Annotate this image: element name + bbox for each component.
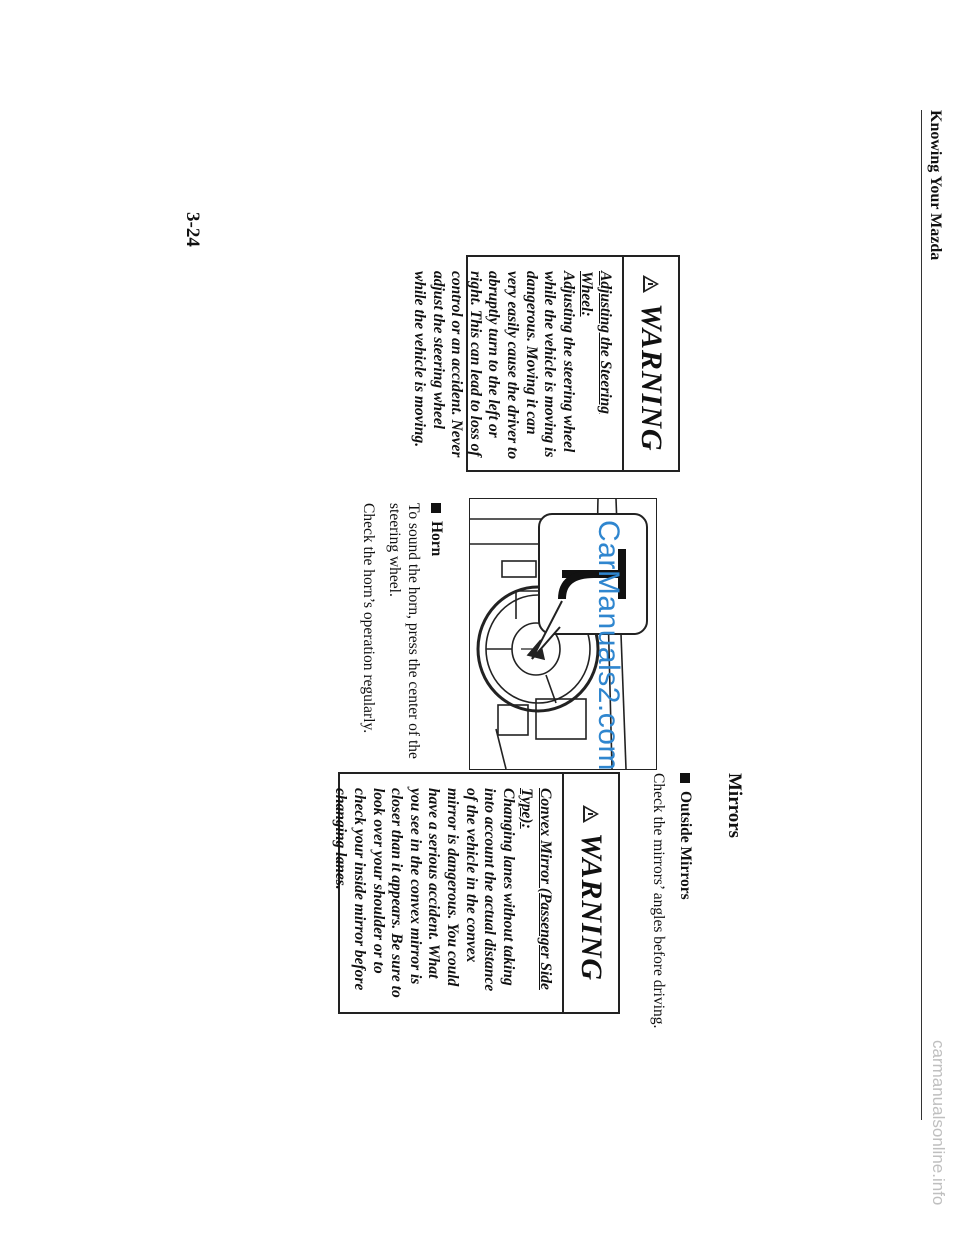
bullet-square-icon [431, 503, 441, 513]
warning-subtitle: Adjusting the Steering Wheel: [578, 271, 614, 414]
warning-triangle-icon [643, 275, 659, 293]
warning-box-steering [411, 255, 680, 472]
horn-line-2: steering wheel. [386, 503, 403, 597]
callout-pointer [524, 599, 564, 669]
horn-illustration [469, 498, 657, 770]
header-title: Knowing Your Mazda [927, 110, 944, 261]
warning-heading: WARNING [575, 832, 608, 982]
mirrors-title: Mirrors [724, 773, 745, 839]
warning-heading: WARNING [635, 303, 668, 452]
warning-text: Adjusting the steering wheel while the vehicle is moving is dangerous. Moving it can very easily cause the driver to abruptly turn to the left or right. This can lead to loss of control or an accident. Never adjust the steering wheel while the vehicle is moving. [411, 271, 577, 460]
outside-mirrors-heading [676, 773, 694, 900]
outside-mirrors-heading-text: Outside Mirrors [677, 791, 694, 900]
horn-heading [427, 503, 445, 556]
warning-header [562, 774, 618, 1012]
warning-triangle-icon [583, 805, 599, 823]
header-rule [921, 110, 922, 1120]
horn-line-1: To sound the horn, press the center of the [405, 503, 422, 759]
warning-body [409, 257, 622, 470]
warning-body [331, 774, 562, 1012]
horn-line-3: Check the horn’s operation regularly. [360, 503, 377, 734]
page-number: 3-24 [182, 212, 203, 247]
warning-header [622, 257, 678, 470]
warning-text: Changing lanes without taking into account the actual distance of the vehicle in the convex mirror is dangerous. You could have a serious accident. What you see in the convex mirror is closer than it appears. Be sure to look over your shoulder or to check your inside mirror before changing lanes. [332, 788, 517, 998]
watermark: CarManuals2.com [592, 520, 625, 771]
outside-mirrors-text: Check the mirrors’ angles before driving. [650, 773, 667, 1029]
warning-box-convex-mirror [332, 772, 620, 1014]
horn-heading-text: Horn [428, 521, 445, 557]
bullet-square-icon [680, 773, 690, 783]
warning-subtitle: Convex Mirror (Passenger Side Type): [518, 788, 554, 990]
footer-watermark: carmanualsonline.info [929, 1040, 948, 1206]
